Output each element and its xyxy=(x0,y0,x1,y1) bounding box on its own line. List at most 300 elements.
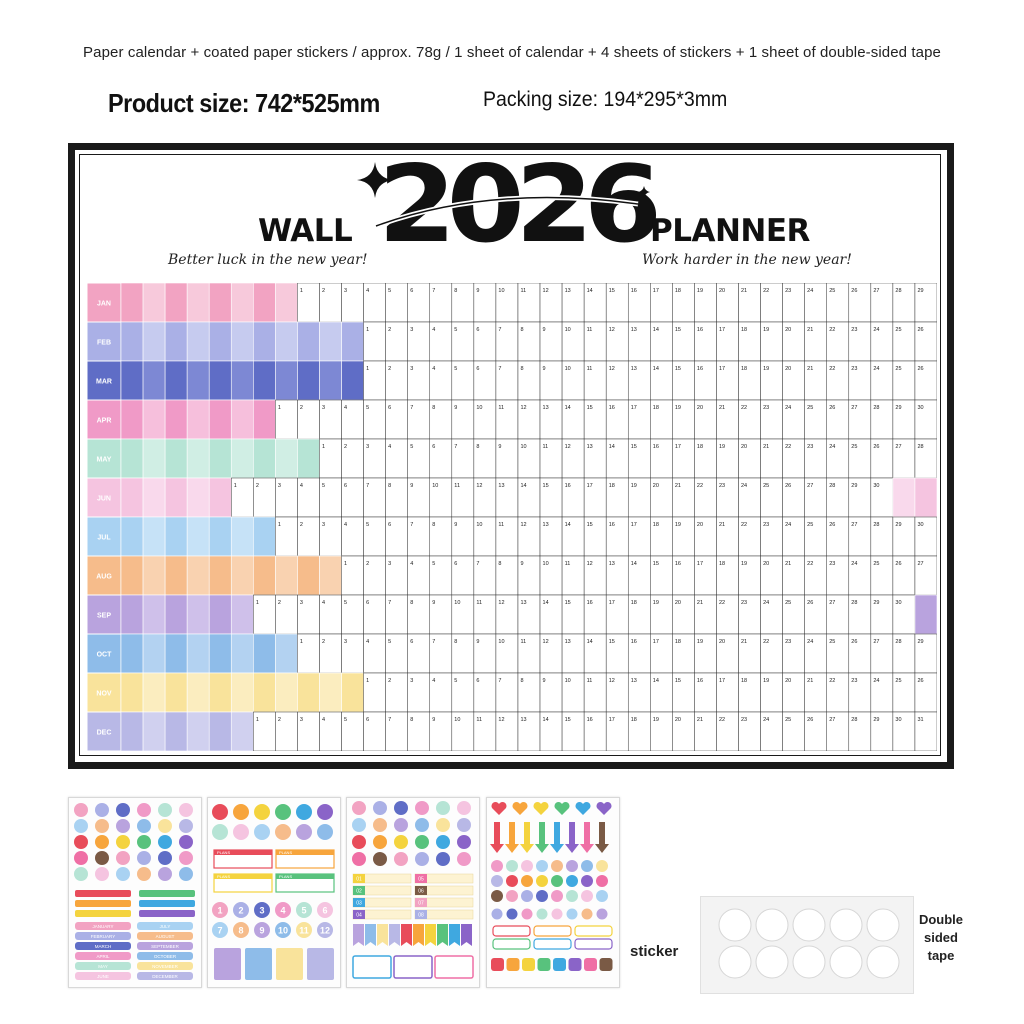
day-number: 27 xyxy=(851,405,858,411)
day-number: 21 xyxy=(741,639,748,645)
day-number: 18 xyxy=(674,639,681,645)
pin-sticker xyxy=(582,909,593,920)
number-sticker-text: 9 xyxy=(259,925,265,936)
day-number: 11 xyxy=(476,600,483,606)
blank-cell xyxy=(231,673,253,712)
number-sticker-text: 3 xyxy=(259,905,265,916)
day-number: 11 xyxy=(564,561,571,567)
emoji-sticker xyxy=(179,803,193,817)
arrow-sticker xyxy=(505,822,519,853)
note-frame-sticker xyxy=(353,956,391,978)
day-number: 13 xyxy=(564,288,571,294)
round-icon-sticker xyxy=(373,852,387,866)
day-number: 2 xyxy=(344,444,348,450)
day-number: 8 xyxy=(432,405,436,411)
emoji-sticker xyxy=(158,835,172,849)
blank-cell xyxy=(187,400,209,439)
adhesive-dot xyxy=(867,946,899,978)
blank-cell xyxy=(143,439,165,478)
label-strip-sticker xyxy=(139,910,195,917)
day-number: 6 xyxy=(410,288,414,294)
day-number: 7 xyxy=(410,522,414,528)
day-number: 16 xyxy=(564,483,571,489)
blank-cell xyxy=(231,283,253,322)
day-number: 23 xyxy=(763,522,770,528)
blank-cell xyxy=(121,361,143,400)
day-number: 29 xyxy=(873,717,880,723)
round-icon-sticker xyxy=(436,801,450,815)
day-number: 27 xyxy=(807,483,814,489)
blank-cell xyxy=(143,517,165,556)
day-number: 19 xyxy=(763,366,770,372)
day-number: 14 xyxy=(586,288,593,294)
day-number: 13 xyxy=(520,717,527,723)
day-number: 12 xyxy=(608,366,615,372)
blank-cell xyxy=(209,673,231,712)
day-number: 26 xyxy=(917,366,924,372)
day-number: 23 xyxy=(741,600,748,606)
day-number: 24 xyxy=(763,717,770,723)
day-number: 2 xyxy=(366,561,370,567)
blank-cell xyxy=(143,595,165,634)
day-number: 13 xyxy=(586,444,593,450)
blank-cell xyxy=(165,400,187,439)
day-number: 18 xyxy=(608,483,615,489)
calendar-block-sticker xyxy=(276,948,303,980)
square-icon-sticker xyxy=(553,958,566,971)
day-number: 22 xyxy=(785,444,792,450)
day-number: 20 xyxy=(785,327,792,333)
emoji-sticker xyxy=(116,819,130,833)
day-number: 3 xyxy=(321,522,326,528)
day-number: 22 xyxy=(741,405,748,411)
bookmark-flag-sticker xyxy=(449,924,460,946)
blank-cell xyxy=(209,556,231,595)
day-number: 5 xyxy=(344,717,348,723)
day-number: 16 xyxy=(586,600,593,606)
emoji-sticker xyxy=(95,835,109,849)
day-number: 21 xyxy=(785,561,792,567)
arrow-sticker xyxy=(580,822,594,853)
day-number: 24 xyxy=(741,483,748,489)
day-number: 10 xyxy=(564,327,571,333)
blank-cell xyxy=(143,400,165,439)
round-icon-sticker xyxy=(566,860,578,872)
food-icon-sticker xyxy=(254,804,270,820)
emoji-sticker xyxy=(116,803,130,817)
day-number: 11 xyxy=(476,717,483,723)
blank-cell xyxy=(915,478,937,517)
emoji-sticker xyxy=(74,803,88,817)
day-number: 3 xyxy=(410,366,414,372)
blank-cell xyxy=(187,673,209,712)
note-frame-sticker xyxy=(435,956,473,978)
month-label: APR xyxy=(96,417,112,425)
day-number: 4 xyxy=(321,600,326,606)
emoji-sticker xyxy=(137,851,151,865)
day-number: 8 xyxy=(454,639,458,645)
month-label: JUL xyxy=(97,534,111,542)
day-number: 23 xyxy=(741,717,748,723)
month-label: JUN xyxy=(96,495,112,503)
day-number: 10 xyxy=(432,483,439,489)
month-label: JAN xyxy=(96,300,112,308)
list-sticker-number: 07 xyxy=(418,900,424,907)
day-number: 11 xyxy=(498,405,505,411)
day-number: 14 xyxy=(608,444,615,450)
day-number: 10 xyxy=(454,717,461,723)
day-number: 12 xyxy=(520,522,527,528)
day-number: 20 xyxy=(696,405,704,411)
day-number: 21 xyxy=(718,405,726,411)
day-number: 18 xyxy=(630,717,637,723)
blank-cell xyxy=(121,595,143,634)
day-number: 17 xyxy=(674,444,681,450)
day-number: 4 xyxy=(321,717,326,723)
day-number: 19 xyxy=(674,405,681,411)
day-number: 18 xyxy=(630,600,637,606)
day-number: 5 xyxy=(432,561,436,567)
round-icon-sticker xyxy=(352,801,366,815)
arrow-sticker xyxy=(550,822,564,853)
square-icon-sticker xyxy=(584,958,597,971)
day-number: 9 xyxy=(542,366,546,372)
day-number: 24 xyxy=(851,561,858,567)
blank-cell xyxy=(187,595,209,634)
item-icon-sticker xyxy=(296,824,312,840)
month-label: NOV xyxy=(96,690,112,698)
day-number: 26 xyxy=(917,678,924,684)
list-sticker-number: 04 xyxy=(356,912,362,919)
tag-sticker xyxy=(575,939,612,949)
day-number: 7 xyxy=(498,366,502,372)
day-number: 31 xyxy=(917,717,924,723)
blank-cell xyxy=(143,556,165,595)
round-icon-sticker xyxy=(394,801,408,815)
blank-cell xyxy=(231,634,253,673)
day-number: 4 xyxy=(366,288,370,294)
round-icon-sticker xyxy=(352,852,366,866)
day-number: 18 xyxy=(696,444,704,450)
day-number: 19 xyxy=(696,639,704,645)
day-number: 6 xyxy=(388,522,392,528)
blank-cell xyxy=(165,595,187,634)
day-number: 1 xyxy=(255,717,259,723)
round-icon-sticker xyxy=(536,890,548,902)
emoji-sticker xyxy=(95,819,109,833)
blank-cell xyxy=(231,712,253,751)
day-number: 18 xyxy=(652,405,659,411)
day-number: 23 xyxy=(851,327,858,333)
day-number: 27 xyxy=(829,600,836,606)
arrow-sticker xyxy=(520,822,534,853)
blank-cell xyxy=(121,634,143,673)
heart-sticker xyxy=(575,802,590,815)
item-icon-sticker xyxy=(317,824,333,840)
slogan-right: Work harder in the new year! xyxy=(642,252,852,268)
blank-cell xyxy=(143,361,165,400)
blank-cell xyxy=(143,322,165,361)
day-number: 3 xyxy=(321,405,326,411)
emoji-sticker xyxy=(179,819,193,833)
round-icon-sticker xyxy=(373,801,387,815)
day-number: 2 xyxy=(299,522,303,528)
blank-cell xyxy=(209,634,231,673)
day-number: 25 xyxy=(895,366,902,372)
blank-cell xyxy=(275,283,297,322)
blank-cell xyxy=(209,712,231,751)
day-number: 4 xyxy=(432,366,436,372)
blank-cell xyxy=(253,283,275,322)
day-number: 19 xyxy=(696,288,704,294)
emoji-sticker xyxy=(137,867,151,881)
day-number: 29 xyxy=(917,639,924,645)
adhesive-dot xyxy=(756,946,788,978)
day-number: 15 xyxy=(674,678,681,684)
bookmark-flag-sticker xyxy=(365,924,376,946)
day-number: 1 xyxy=(255,600,259,606)
item-icon-sticker xyxy=(233,824,249,840)
day-number: 16 xyxy=(696,327,704,333)
tag-sticker xyxy=(493,926,530,936)
day-number: 28 xyxy=(873,405,880,411)
adhesive-dot xyxy=(793,946,825,978)
blank-cell xyxy=(275,439,297,478)
blank-cell xyxy=(121,517,143,556)
day-number: 25 xyxy=(895,678,902,684)
day-number: 6 xyxy=(476,327,480,333)
blank-cell xyxy=(231,517,253,556)
product-size-label: Product size: 742*525mm xyxy=(108,88,380,118)
tape-caption: Double sided tape xyxy=(918,912,964,963)
day-number: 3 xyxy=(410,327,414,333)
pin-sticker xyxy=(597,909,608,920)
day-number: 14 xyxy=(652,366,659,372)
day-number: 12 xyxy=(520,405,527,411)
day-number: 4 xyxy=(432,678,436,684)
blank-cell xyxy=(209,478,231,517)
year-calendar-grid xyxy=(87,283,937,751)
day-number: 5 xyxy=(366,522,370,528)
day-number: 23 xyxy=(785,639,792,645)
day-number: 15 xyxy=(586,405,593,411)
blank-cell xyxy=(209,595,231,634)
emoji-sticker xyxy=(179,867,193,881)
day-number: 5 xyxy=(454,678,458,684)
day-number: 20 xyxy=(652,483,659,489)
day-number: 7 xyxy=(498,327,502,333)
day-number: 29 xyxy=(851,483,858,489)
day-number: 4 xyxy=(344,522,348,528)
round-icon-sticker xyxy=(506,860,518,872)
day-number: 30 xyxy=(895,717,902,723)
day-number: 21 xyxy=(763,444,770,450)
day-number: 21 xyxy=(741,288,748,294)
bookmark-flag-sticker xyxy=(461,924,472,946)
day-number: 14 xyxy=(564,522,571,528)
pin-sticker xyxy=(522,909,533,920)
day-number: 17 xyxy=(718,678,726,684)
blank-cell xyxy=(253,439,275,478)
label-strip-sticker xyxy=(139,900,195,907)
blank-cell xyxy=(165,478,187,517)
day-number: 20 xyxy=(785,366,792,372)
blank-cell xyxy=(143,712,165,751)
round-icon-sticker xyxy=(506,875,518,887)
day-number: 1 xyxy=(277,405,281,411)
day-number: 25 xyxy=(851,444,858,450)
emoji-sticker xyxy=(137,803,151,817)
day-number: 20 xyxy=(674,600,681,606)
day-number: 11 xyxy=(586,327,593,333)
emoji-sticker xyxy=(116,835,130,849)
day-number: 13 xyxy=(542,405,549,411)
round-icon-sticker xyxy=(596,890,608,902)
plans-sticker-text: PLANS xyxy=(279,850,293,856)
blank-cell xyxy=(342,322,364,361)
day-number: 20 xyxy=(696,522,704,528)
day-number: 24 xyxy=(829,444,836,450)
pin-sticker xyxy=(492,909,503,920)
item-icon-sticker xyxy=(254,824,270,840)
day-number: 10 xyxy=(454,600,461,606)
day-number: 5 xyxy=(366,405,370,411)
day-number: 18 xyxy=(741,366,748,372)
day-number: 8 xyxy=(520,366,524,372)
day-number: 19 xyxy=(763,327,770,333)
day-number: 22 xyxy=(807,561,814,567)
food-icon-sticker xyxy=(212,804,228,820)
day-number: 19 xyxy=(652,600,659,606)
blank-cell xyxy=(297,673,319,712)
day-number: 13 xyxy=(630,678,637,684)
day-number: 25 xyxy=(895,327,902,333)
day-number: 2 xyxy=(388,678,392,684)
day-number: 21 xyxy=(718,522,726,528)
blank-cell xyxy=(275,556,297,595)
blank-cell xyxy=(231,361,253,400)
number-sticker-text: 7 xyxy=(217,925,223,936)
day-number: 14 xyxy=(652,678,659,684)
day-number: 27 xyxy=(873,288,880,294)
round-icon-sticker xyxy=(521,860,533,872)
day-number: 5 xyxy=(454,327,458,333)
adhesive-dot xyxy=(830,946,862,978)
month-sticker-text: DECEMBER xyxy=(152,974,178,979)
square-icon-sticker xyxy=(507,958,520,971)
day-number: 3 xyxy=(299,717,303,723)
day-number: 15 xyxy=(586,522,593,528)
round-icon-sticker xyxy=(394,835,408,849)
day-number: 4 xyxy=(410,561,414,567)
month-sticker-text: JULY xyxy=(159,924,171,929)
day-number: 13 xyxy=(564,639,571,645)
day-number: 18 xyxy=(718,561,726,567)
day-number: 17 xyxy=(696,561,704,567)
day-number: 29 xyxy=(873,600,880,606)
round-icon-sticker xyxy=(415,801,429,815)
day-number: 9 xyxy=(520,561,524,567)
day-number: 16 xyxy=(696,678,704,684)
day-number: 17 xyxy=(652,288,659,294)
day-number: 13 xyxy=(608,561,615,567)
day-number: 2 xyxy=(321,639,326,645)
heart-sticker xyxy=(554,802,569,815)
square-icon-sticker xyxy=(538,958,551,971)
day-number: 22 xyxy=(718,600,726,606)
square-icon-sticker xyxy=(491,958,504,971)
day-number: 15 xyxy=(630,444,637,450)
adhesive-dot xyxy=(793,909,825,941)
square-icon-sticker xyxy=(600,958,613,971)
emoji-sticker xyxy=(179,835,193,849)
day-number: 2 xyxy=(388,327,392,333)
day-number: 13 xyxy=(630,366,637,372)
blank-cell xyxy=(121,322,143,361)
day-number: 18 xyxy=(741,327,748,333)
day-number: 9 xyxy=(410,483,414,489)
day-number: 1 xyxy=(299,288,303,294)
blank-cell xyxy=(143,478,165,517)
number-sticker-text: 10 xyxy=(277,925,289,936)
day-number: 2 xyxy=(277,600,281,606)
day-number: 22 xyxy=(763,639,770,645)
day-number: 9 xyxy=(498,444,502,450)
food-icon-sticker xyxy=(275,804,291,820)
title-word-wall: WALL xyxy=(258,213,353,249)
round-icon-sticker xyxy=(551,890,563,902)
day-number: 28 xyxy=(873,522,880,528)
plans-sticker-text: PLANS xyxy=(279,874,293,880)
emoji-sticker xyxy=(158,819,172,833)
day-number: 1 xyxy=(299,639,303,645)
day-number: 28 xyxy=(851,717,858,723)
day-number: 9 xyxy=(432,600,436,606)
heart-sticker xyxy=(596,802,611,815)
blank-cell xyxy=(187,439,209,478)
blank-cell xyxy=(915,595,937,634)
calendar-block-sticker xyxy=(214,948,241,980)
day-number: 28 xyxy=(895,639,902,645)
adhesive-dot xyxy=(830,909,862,941)
month-label: FEB xyxy=(97,339,111,347)
day-number: 17 xyxy=(586,483,593,489)
number-sticker-text: 4 xyxy=(280,905,286,916)
list-sticker-number: 03 xyxy=(356,900,362,907)
day-number: 16 xyxy=(674,561,681,567)
emoji-sticker xyxy=(74,867,88,881)
day-number: 24 xyxy=(807,288,814,294)
day-number: 5 xyxy=(410,444,414,450)
day-number: 2 xyxy=(321,288,326,294)
month-sticker-text: FEBRUARY xyxy=(90,934,116,939)
day-number: 25 xyxy=(785,600,792,606)
day-number: 16 xyxy=(630,288,637,294)
day-number: 19 xyxy=(652,717,659,723)
day-number: 4 xyxy=(299,483,303,489)
blank-cell xyxy=(231,595,253,634)
bookmark-flag-sticker xyxy=(425,924,436,946)
day-number: 23 xyxy=(718,483,726,489)
blank-cell xyxy=(253,361,275,400)
number-sticker-text: 2 xyxy=(238,905,244,916)
pin-sticker xyxy=(537,909,548,920)
day-number: 18 xyxy=(741,678,748,684)
day-number: 4 xyxy=(366,639,370,645)
adhesive-dot xyxy=(719,909,751,941)
day-number: 29 xyxy=(917,288,924,294)
day-number: 6 xyxy=(454,561,458,567)
